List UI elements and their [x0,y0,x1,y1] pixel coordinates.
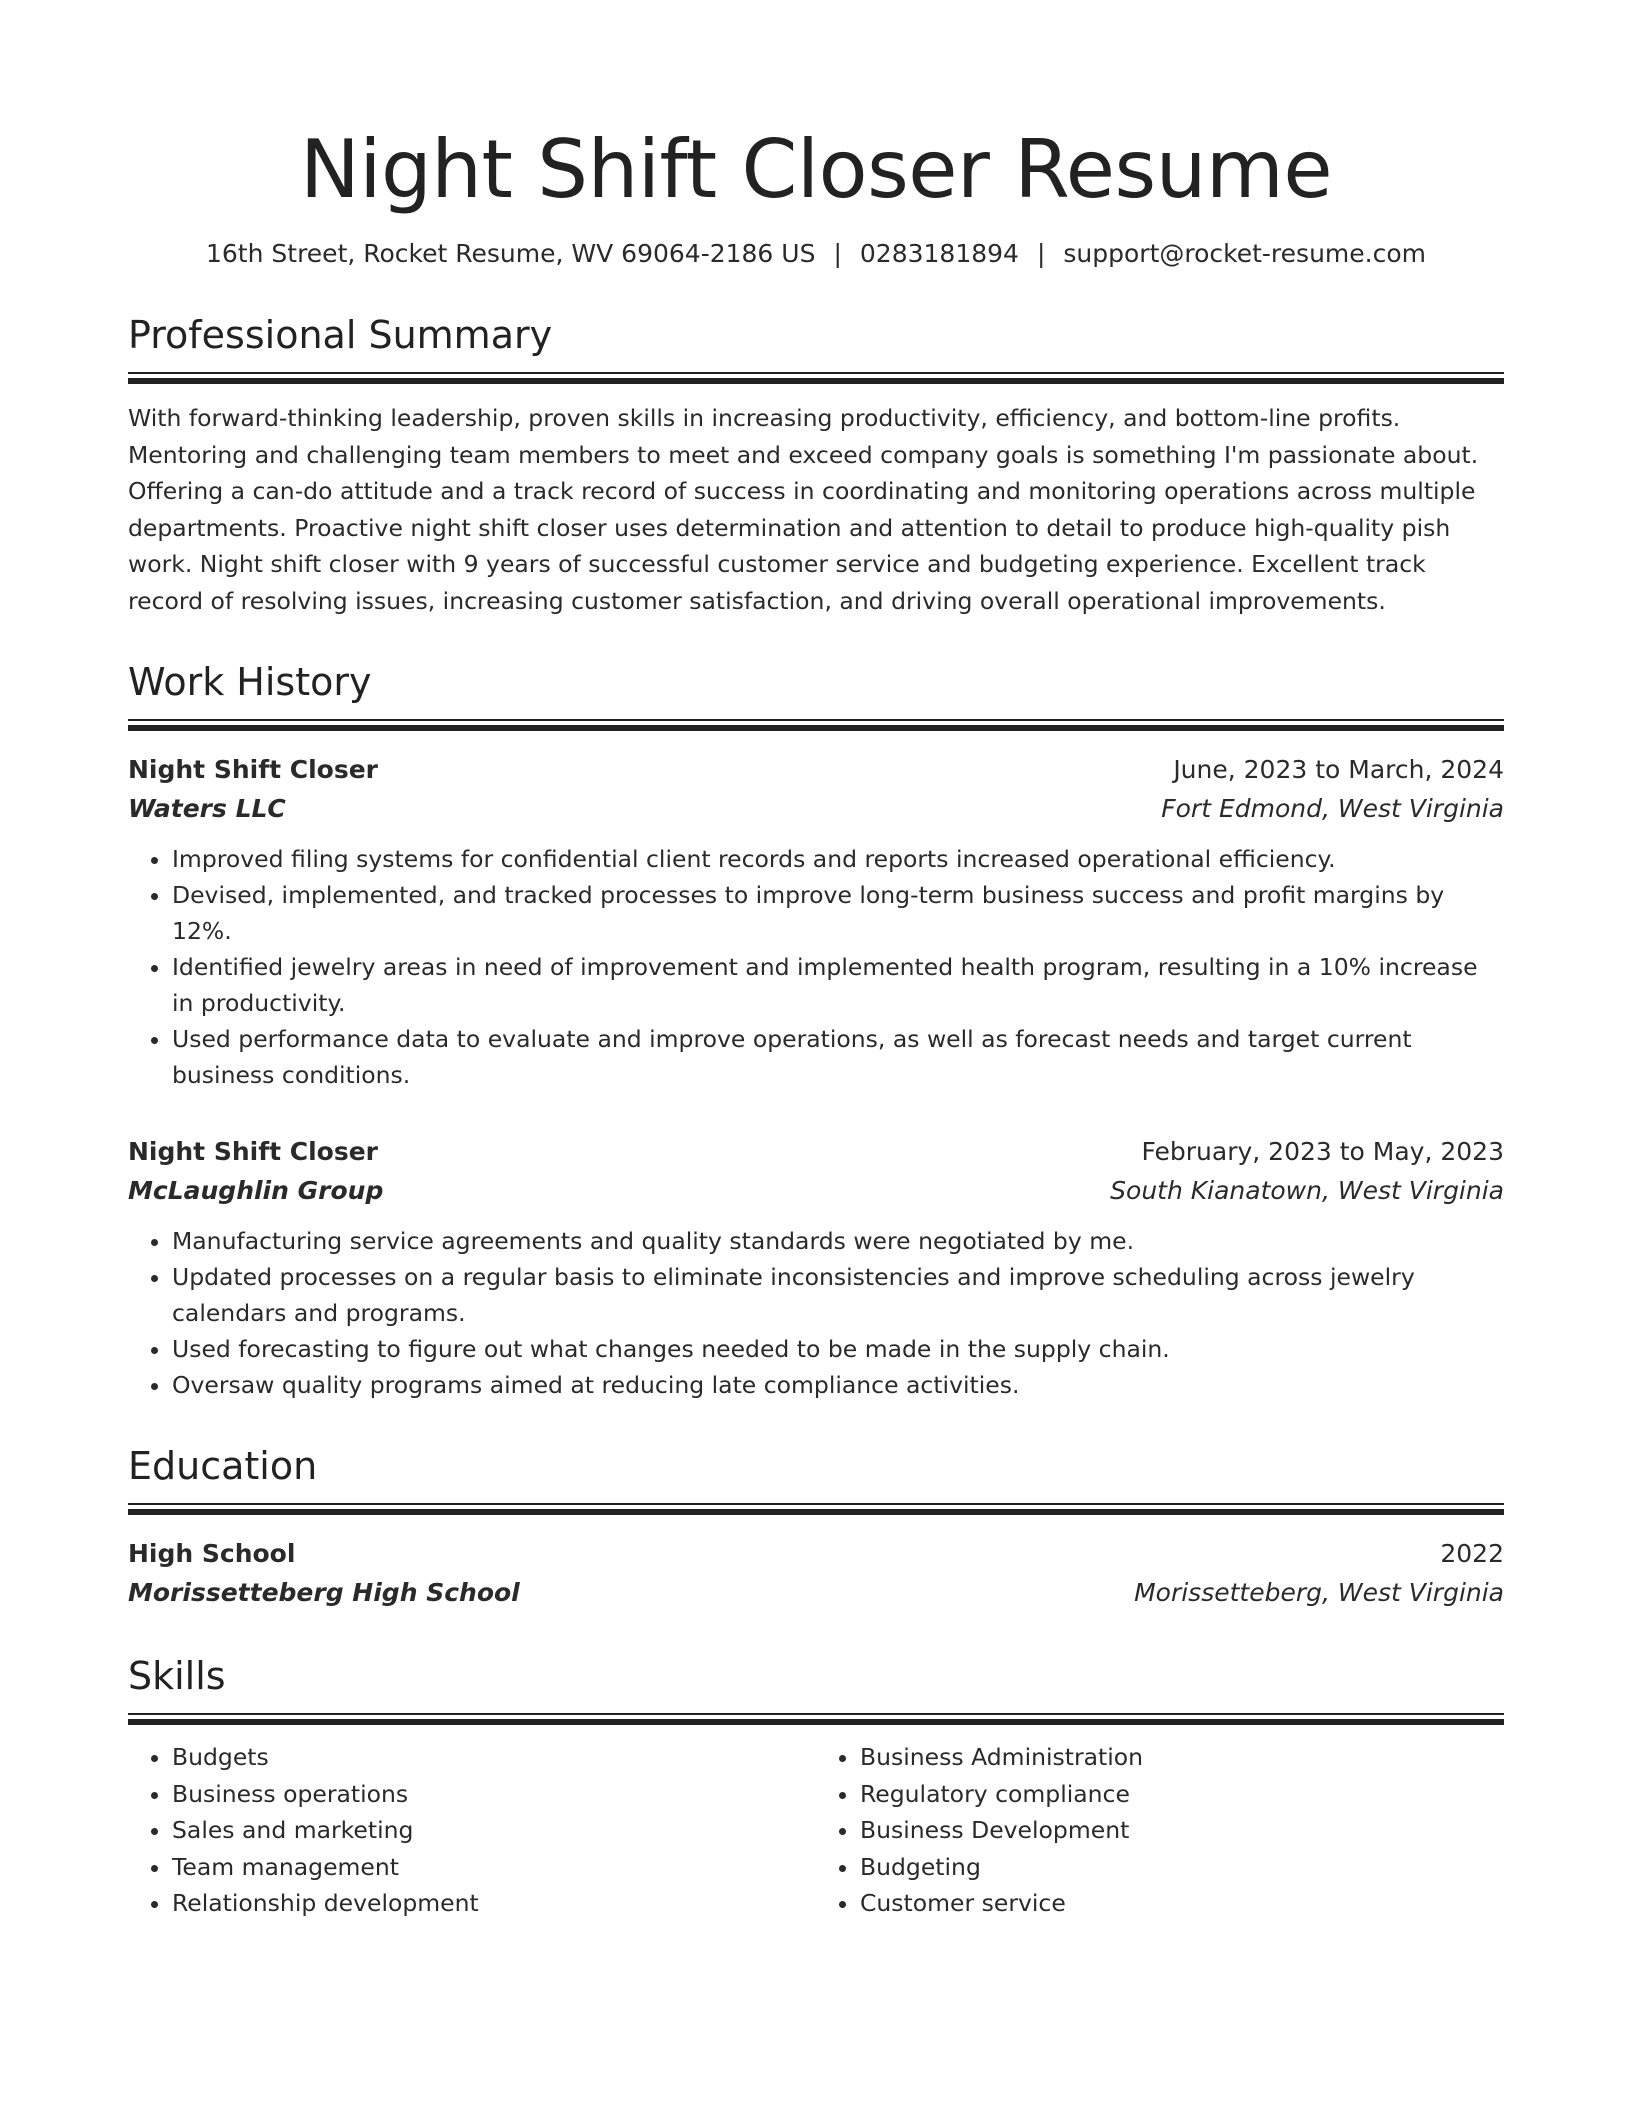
job-bullet: • Used performance data to evaluate and improve operations, as well as forecast needs and target current business conditions. [172,1021,1504,1093]
job-company: Waters LLC [128,794,286,823]
job-location: South Kianatown, West Virginia [1110,1176,1504,1205]
contact-phone: 0283181894 [859,239,1019,268]
job-location: Fort Edmond, West Virginia [1161,794,1504,823]
job-employer-row [128,789,1504,829]
education-school-row [128,1573,1504,1613]
contact-line [128,236,1504,272]
job-header-row [128,1133,1504,1171]
job-bullet: • Improved filing systems for confidential client records and reports increased operational efficiency. [172,841,1504,877]
job-employer-row [128,1171,1504,1211]
skill-item: • Regulatory compliance [860,1776,1504,1813]
skill-item: • Team management [172,1849,816,1886]
contact-email: support@rocket-resume.com [1063,239,1426,268]
job-dates: February, 2023 to May, 2023 [1141,1137,1504,1166]
section-heading-skills: Skills [128,1654,226,1698]
skill-item: • Business Administration [860,1739,1504,1776]
job-title: Night Shift Closer [128,755,378,784]
job-dates: June, 2023 to March, 2024 [1173,755,1504,784]
education-header-row [128,1535,1504,1573]
job-bullet: • Oversaw quality programs aimed at reducing late compliance activities. [172,1367,1504,1403]
skill-item: • Relationship development [172,1885,816,1922]
section-heading-education: Education [128,1444,318,1488]
skills-grid [128,1739,1504,1922]
education-year: 2022 [1440,1539,1504,1568]
section-divider [128,1713,1504,1725]
section-heading-work-history: Work History [128,660,372,704]
work-history-section [128,659,1504,1403]
skill-item: • Business operations [172,1776,816,1813]
skill-item: • Budgeting [860,1849,1504,1886]
section-divider [128,372,1504,384]
skill-item: • Customer service [860,1885,1504,1922]
summary-text: With forward-thinking leadership, proven skills in increasing productivity, efficiency, and bottom-line profits. Mentoring and challenging team members to meet and exceed company goals is something I'm passionate about. Offering a can-do attitude and a track record of success in coordinating and monitoring operations across multiple departments. Proactive night shift closer uses determination and attention to detail to produce high-quality pish work. Night shift closer with 9 years of successful customer service and budgeting experience. Excellent track record of resolving issues, increasing customer satisfaction, and driving overall operational improvements. [128,404,1479,615]
section-heading-summary: Professional Summary [128,313,553,357]
job-bullet: • Used forecasting to figure out what changes needed to be made in the supply chain. [172,1331,1504,1367]
skill-item: • Business Development [860,1812,1504,1849]
job-entry [128,1133,1504,1403]
skill-item: • Sales and marketing [172,1812,816,1849]
education-degree: High School [128,1539,296,1568]
skills-list [128,1739,816,1922]
page-title: Night Shift Closer Resume [299,123,1333,216]
skills-section [128,1653,1504,1922]
job-bullet: • Devised, implemented, and tracked processes to improve long-term business success and profit margins by 12%. [172,877,1504,949]
skills-column-left [128,1739,816,1922]
job-header-row [128,751,1504,789]
section-divider [128,1503,1504,1515]
education-section [128,1443,1504,1613]
job-title: Night Shift Closer [128,1137,378,1166]
section-divider [128,719,1504,731]
contact-separator: | [833,239,842,268]
job-bullets [128,841,1504,1093]
skills-list [816,1739,1504,1922]
education-entry [128,1535,1504,1613]
job-bullet: • Identified jewelry areas in need of improvement and implemented health program, resulting in a 10% increase in productivity. [172,949,1504,1021]
skill-item: • Budgets [172,1739,816,1776]
summary-section [128,312,1504,619]
skills-column-right [816,1739,1504,1922]
job-entry [128,751,1504,1093]
job-bullet: • Manufacturing service agreements and quality standards were negotiated by me. [172,1223,1504,1259]
job-bullets [128,1223,1504,1403]
job-bullet: • Updated processes on a regular basis to eliminate inconsistencies and improve scheduling across jewelry calendars and programs. [172,1259,1504,1331]
education-location: Morissetteberg, West Virginia [1134,1578,1504,1607]
job-company: McLaughlin Group [128,1176,384,1205]
contact-address: 16th Street, Rocket Resume, WV 69064-2186 US [206,239,816,268]
contact-separator: | [1036,239,1046,268]
education-school: Morissetteberg High School [128,1578,520,1607]
